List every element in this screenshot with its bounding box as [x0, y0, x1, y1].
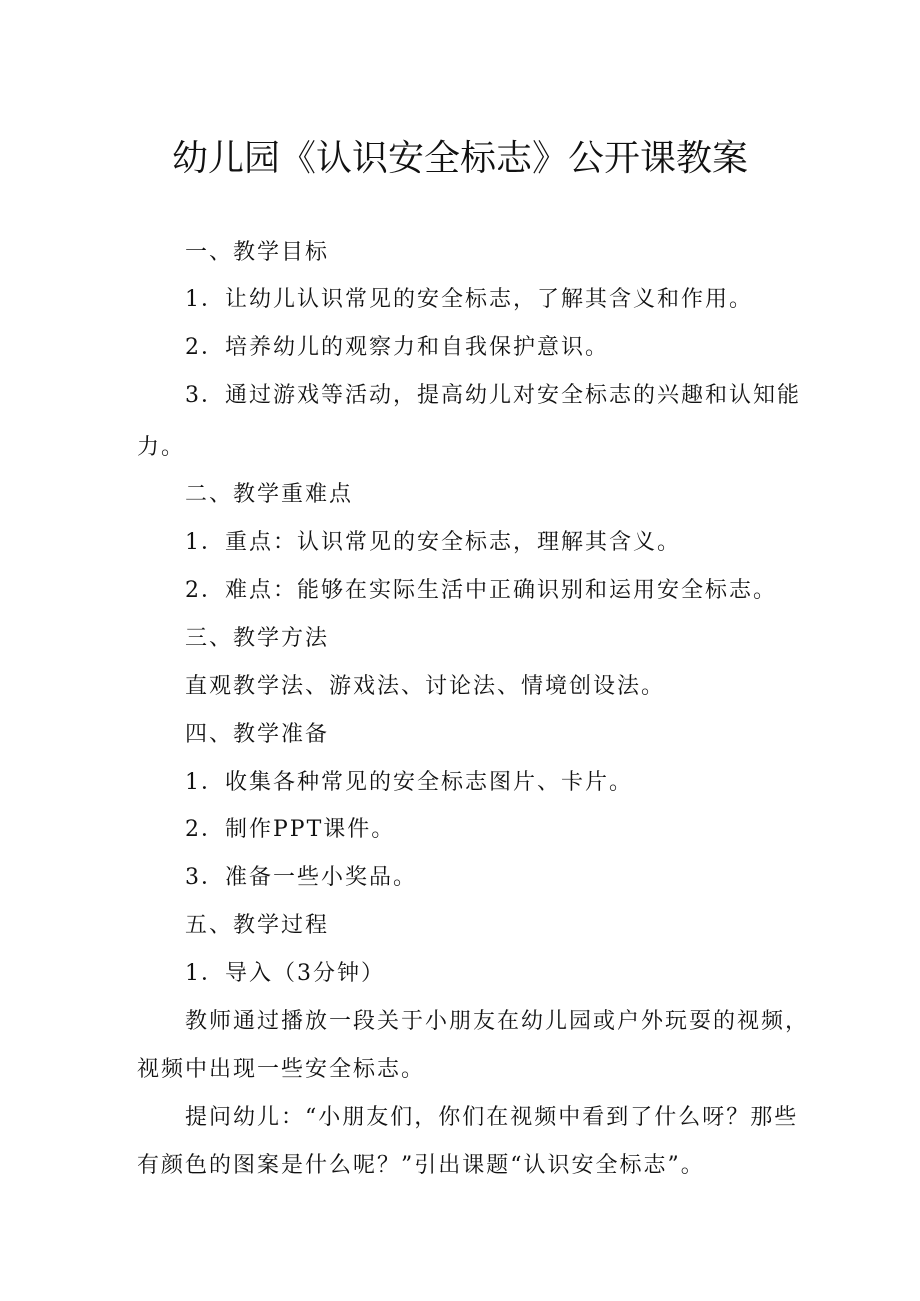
preparation-item-2: 2．制作PPT课件。 — [185, 817, 396, 842]
preparation-item-1: 1．收集各种常见的安全标志图片、卡片。 — [185, 770, 633, 795]
difficult-point-item: 2．难点：能够在实际生活中正确识别和运用安全标志。 — [185, 578, 777, 603]
section-heading-teaching-goals: 一、教学目标 — [185, 240, 330, 265]
process-paragraph-1-line-2: 视频中出现一些安全标志。 — [137, 1057, 426, 1082]
process-paragraph-2-line-2: 有颜色的图案是什么呢？”引出课题“认识安全标志”。 — [137, 1153, 705, 1178]
process-paragraph-2-line-1: 提问幼儿：“小朋友们，你们在视频中看到了什么呀？那些 — [185, 1105, 799, 1130]
preparation-item-3: 3．准备一些小奖品。 — [185, 865, 417, 890]
goal-item-2: 2．培养幼儿的观察力和自我保护意识。 — [185, 335, 609, 360]
section-heading-process: 五、教学过程 — [185, 913, 330, 938]
goal-item-1: 1．让幼儿认识常见的安全标志，了解其含义和作用。 — [185, 287, 753, 312]
goal-item-3-line-1: 3．通过游戏等活动，提高幼儿对安全标志的兴趣和认知能 — [185, 383, 801, 408]
document-title: 幼儿园《认识安全标志》公开课教案 — [171, 138, 748, 179]
section-heading-teaching-methods: 三、教学方法 — [185, 626, 330, 651]
key-point-item: 1．重点：认识常见的安全标志，理解其含义。 — [185, 530, 681, 555]
section-heading-preparation: 四、教学准备 — [185, 722, 330, 747]
section-heading-key-points: 二、教学重难点 — [185, 482, 354, 507]
process-paragraph-1-line-1: 教师通过播放一段关于小朋友在幼儿园或户外玩耍的视频， — [185, 1009, 810, 1034]
methods-text: 直观教学法、游戏法、讨论法、情境创设法。 — [185, 674, 666, 699]
process-step-1-heading: 1．导入（3分钟） — [185, 961, 385, 986]
goal-item-3-line-2: 力。 — [137, 435, 186, 460]
